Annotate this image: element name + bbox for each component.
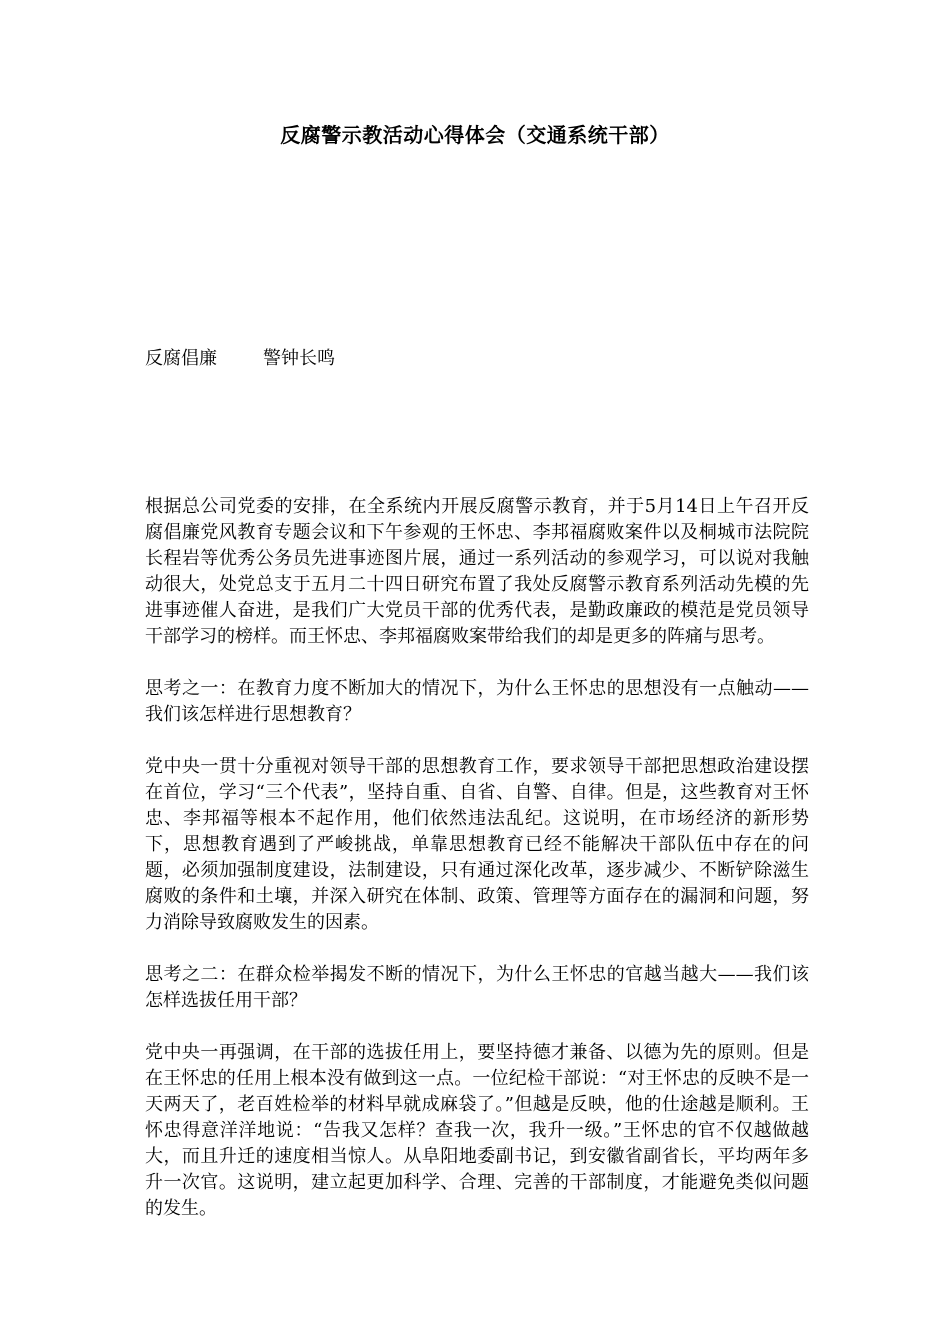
paragraph-answer-one: 党中央一贯十分重视对领导干部的思想教育工作，要求领导干部把思想政治建设摆在首位，学习“三个代表”，坚持自重、自省、自警、自律。但是，这些教育对王怀忠、李邦福等根本不起作用，他们依然违法乱纪。这说明，在市场经济的新形势下，思想教育遇到了严峻挑战，单靠思想教育已经不能解决干部队伍中存在的问题，必须加强制度建设，法制建设，只有通过深化改革，逐步减少、不断铲除滋生腐败的条件和土壤，并深入研究在体制、政策、管理等方面存在的漏洞和问题，努力消除导致腐败发生的因素。 xyxy=(145,756,809,933)
subtitle-right: 警钟长鸣 xyxy=(263,348,335,369)
paragraph-intro: 根据总公司党委的安排，在全系统内开展反腐警示教育，并于5月14日上午召开反腐倡廉党风教育专题会议和下午参观的王怀忠、李邦福腐败案件以及桐城市法院院长程岩等优秀公务员先进事迹图片展，通过一系列活动的参观学习，可以说对我触动很大，处党总支于五月二十四日研究布置了我处反腐警示教育系列活动先模的先进事迹催人奋进，是我们广大党员干部的优秀代表，是勤政廉政的模范是党员领导干部学习的榜样。而王怀忠、李邦福腐败案带给我们的却是更多的阵痛与思考。 xyxy=(145,496,809,647)
document-body xyxy=(145,494,809,1248)
paragraph-answer-two: 党中央一再强调，在干部的选拔任用上，要坚持德才兼备、以德为先的原则。但是在王怀忠的任用上根本没有做到这一点。一位纪检干部说：“对王怀忠的反映不是一天两天了，老百姓检举的材料早就成麻袋了。”但越是反映，他的仕途越是顺利。王怀忠得意洋洋地说：“告我又怎样？查我一次，我升一级。”王怀忠的官不仅越做越大，而且升迁的速度相当惊人。从阜阳地委副书记，到安徽省副省长，平均两年多升一次官。这说明，建立起更加科学、合理、完善的干部制度，才能避免类似问题的发生。 xyxy=(145,1042,809,1219)
paragraph-question-one: 思考之一：在教育力度不断加大的情况下，为什么王怀忠的思想没有一点触动——我们该怎样进行思想教育？ xyxy=(145,678,809,725)
paragraph-question-two: 思考之二：在群众检举揭发不断的情况下，为什么王怀忠的官越当越大——我们该怎样选拔任用干部？ xyxy=(145,964,809,1011)
document-title: 反腐警示教活动心得体会（交通系统干部） xyxy=(280,123,670,147)
subtitle-left: 反腐倡廉 xyxy=(145,348,217,369)
document-subtitle xyxy=(145,345,335,373)
